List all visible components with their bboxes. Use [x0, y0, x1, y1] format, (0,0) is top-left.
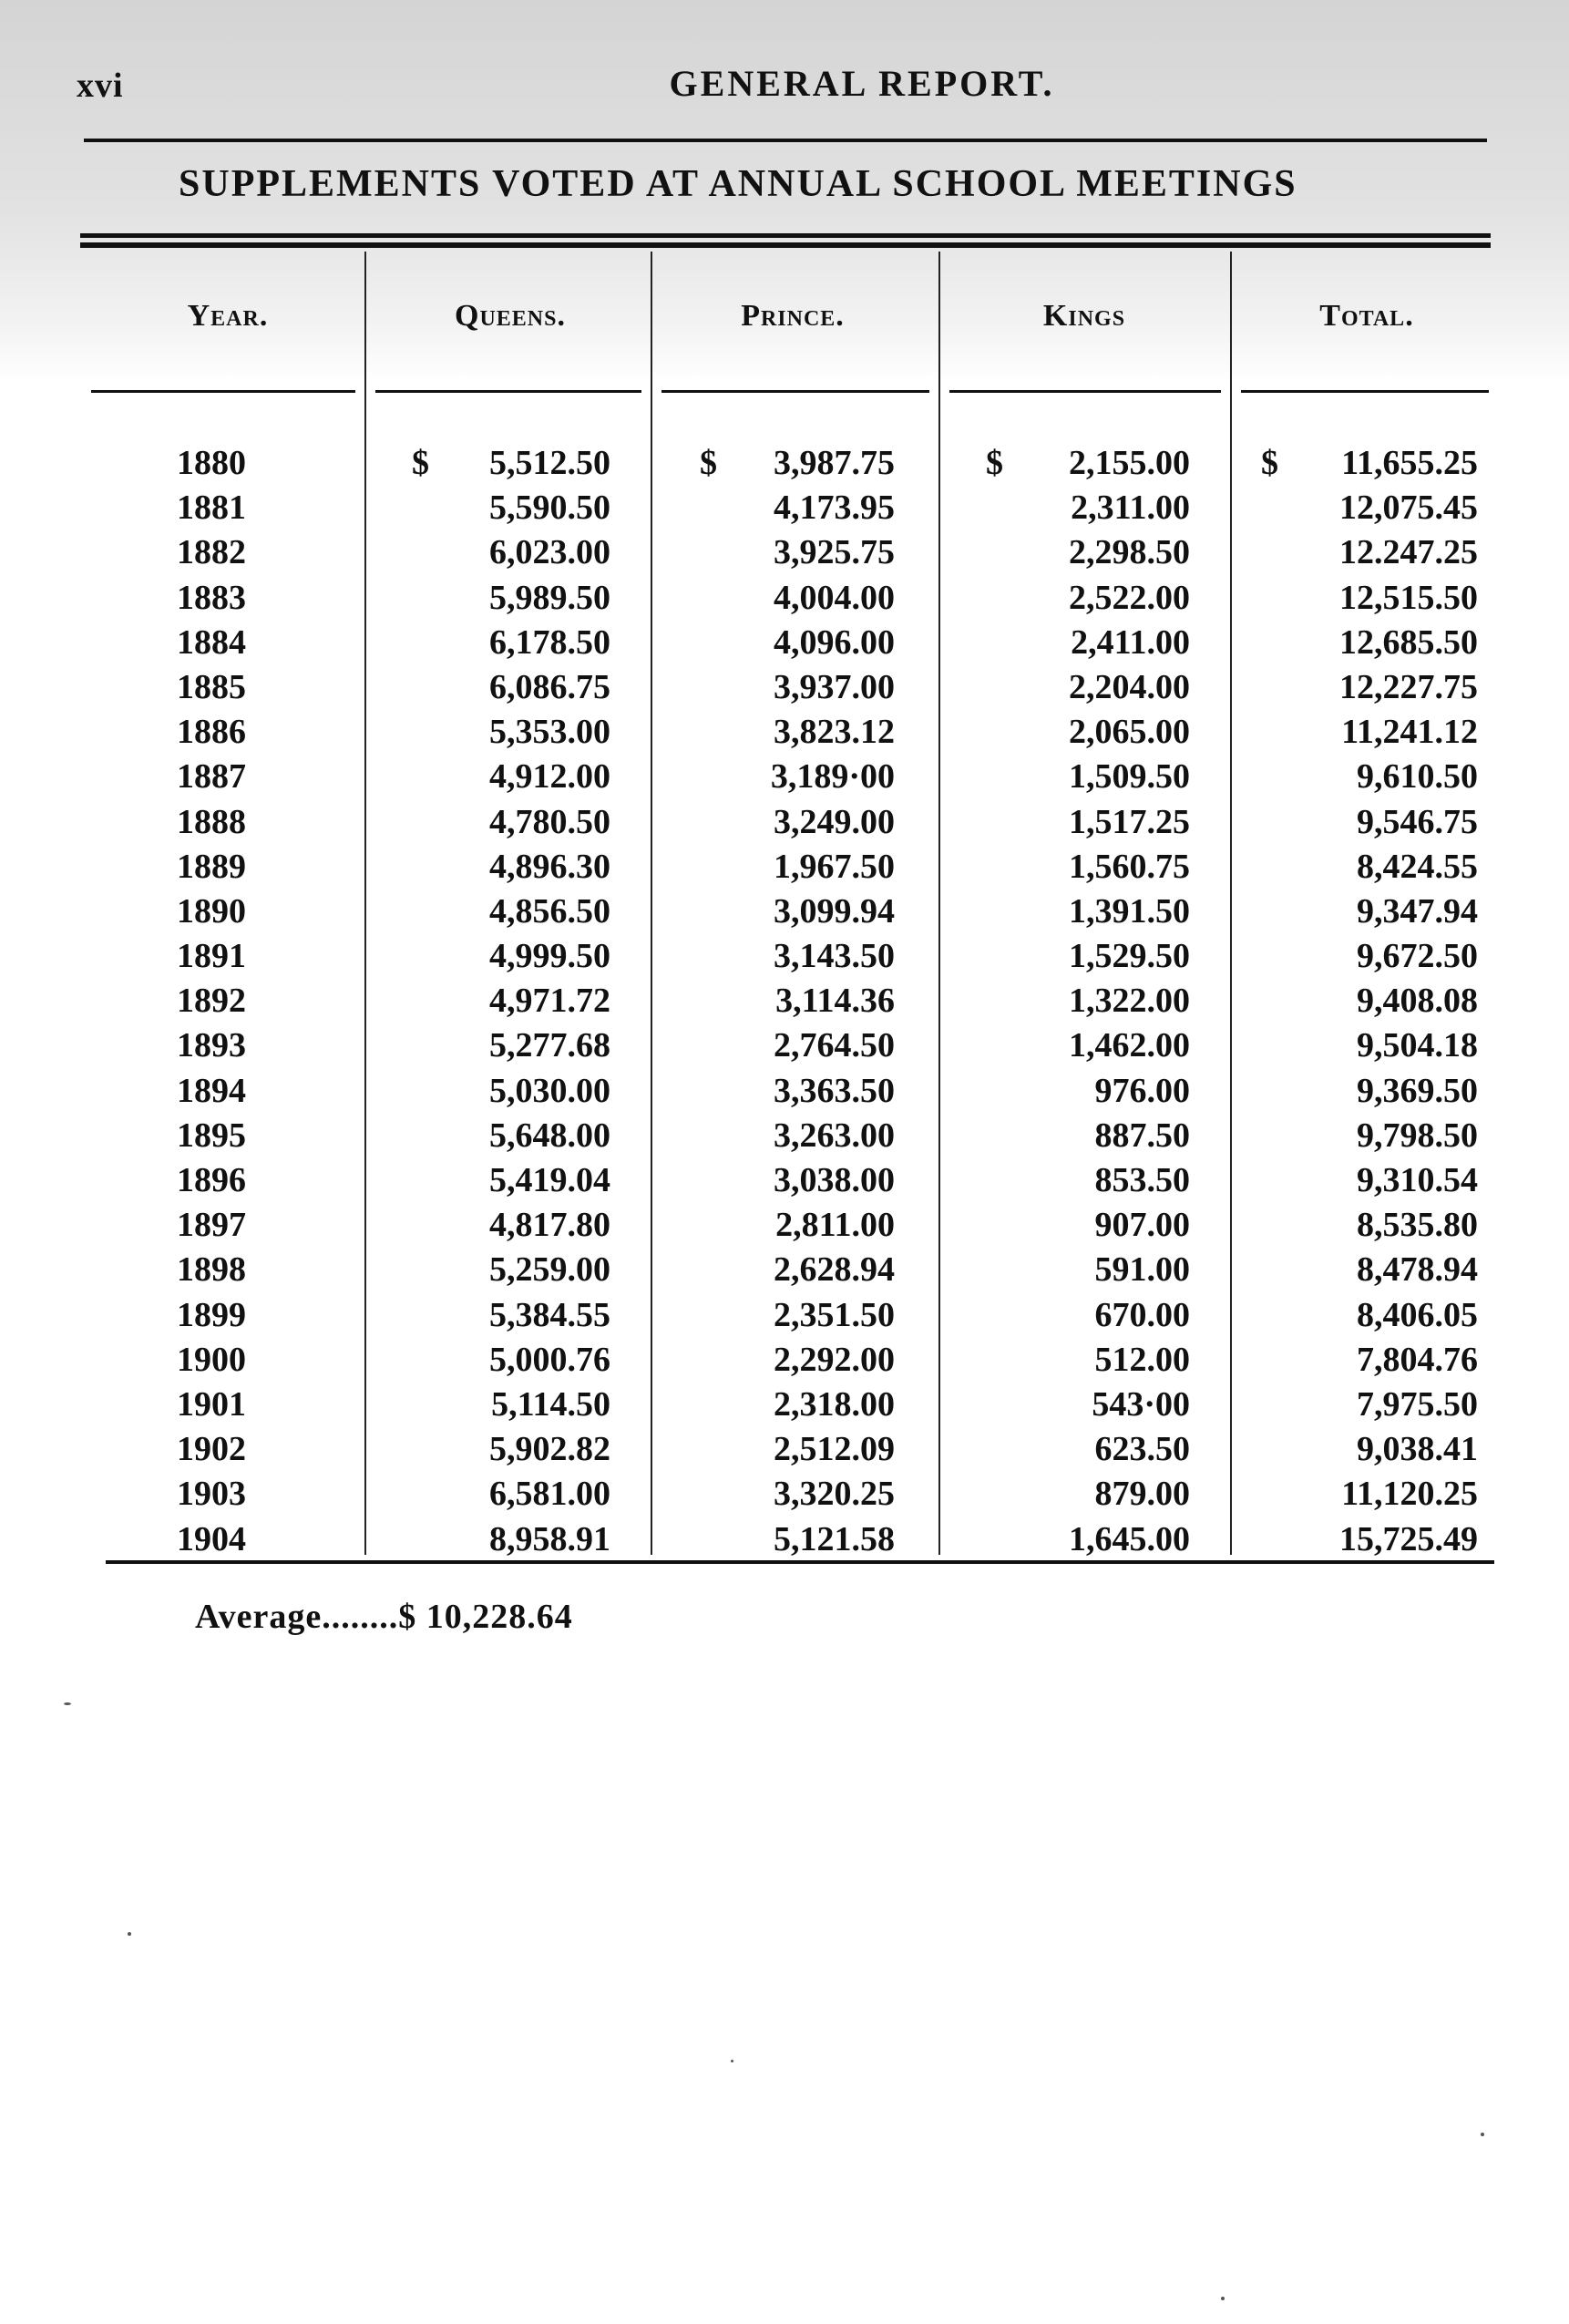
prince-cell: 2,351.50	[774, 1295, 895, 1334]
kings-cell: 623.50	[1094, 1430, 1190, 1469]
column-header-prince: Prince.	[741, 299, 845, 333]
queens-cell: 4,912.00	[489, 757, 610, 797]
dollar-sign-prince: $	[700, 444, 717, 482]
year-cell: 1885	[177, 667, 246, 706]
total-cell: 9,610.50	[1357, 757, 1478, 797]
header-underline-kings	[949, 390, 1221, 393]
prince-cell: 2,764.50	[774, 1026, 895, 1065]
table-row	[0, 578, 1569, 622]
kings-cell: 1,391.50	[1069, 891, 1190, 931]
table-row	[0, 443, 1569, 488]
queens-cell: 5,590.50	[489, 488, 610, 528]
header-underline-prince	[661, 390, 929, 393]
year-cell: 1899	[177, 1295, 246, 1334]
prince-cell: 2,292.00	[774, 1340, 895, 1379]
table-row	[0, 981, 1569, 1025]
kings-cell: 1,517.25	[1069, 802, 1190, 841]
queens-cell: 5,277.68	[489, 1026, 610, 1065]
year-cell: 1888	[177, 802, 246, 841]
kings-cell: 1,560.75	[1069, 847, 1190, 886]
table-row	[0, 891, 1569, 936]
queens-cell: 4,856.50	[489, 891, 610, 931]
table-row	[0, 712, 1569, 756]
total-cell: 7,804.76	[1357, 1340, 1478, 1379]
table-row	[0, 936, 1569, 981]
table-row	[0, 847, 1569, 891]
table-row	[0, 1340, 1569, 1384]
queens-cell: 5,419.04	[489, 1161, 610, 1199]
queens-cell: 4,817.80	[489, 1206, 610, 1245]
running-head: GENERAL REPORT.	[669, 63, 1055, 104]
prince-cell: 2,628.94	[774, 1250, 895, 1290]
kings-cell: 670.00	[1094, 1295, 1190, 1334]
kings-cell: 2,204.00	[1069, 667, 1190, 706]
total-cell: 8,478.94	[1357, 1250, 1478, 1290]
year-cell: 1904	[177, 1519, 246, 1558]
title-double-rule-bottom	[80, 242, 1491, 248]
prince-cell: 3,249.00	[774, 802, 895, 841]
year-cell: 1882	[177, 533, 246, 572]
prince-cell: 3,114.36	[775, 982, 895, 1021]
kings-cell: 907.00	[1094, 1206, 1190, 1245]
table-row	[0, 1205, 1569, 1249]
total-cell: 11,120.25	[1341, 1475, 1478, 1514]
year-cell: 1884	[177, 622, 246, 662]
table-row	[0, 1474, 1569, 1518]
year-cell: 1897	[177, 1206, 246, 1245]
total-cell: 15,725.49	[1339, 1519, 1478, 1558]
scan-speck	[128, 1932, 131, 1936]
prince-cell: 3,937.00	[774, 667, 895, 706]
table-row	[0, 1295, 1569, 1340]
total-cell: 9,546.75	[1357, 802, 1478, 841]
kings-cell: 591.00	[1094, 1250, 1190, 1290]
prince-cell: 3,143.50	[774, 937, 895, 976]
prince-cell: 3,189·00	[770, 757, 895, 797]
queens-cell: 4,971.72	[489, 982, 610, 1021]
queens-cell: 5,353.00	[489, 713, 610, 752]
year-cell: 1896	[177, 1161, 246, 1199]
queens-cell: 5,000.76	[489, 1340, 610, 1379]
queens-cell: 8,958.91	[489, 1519, 610, 1558]
table-title: SUPPLEMENTS VOTED AT ANNUAL SCHOOL MEETINGS	[179, 163, 1297, 205]
scan-speck	[64, 1702, 71, 1705]
year-cell: 1892	[177, 982, 246, 1021]
kings-cell: 1,529.50	[1069, 937, 1190, 976]
prince-cell: 2,318.00	[774, 1384, 895, 1424]
queens-cell: 4,780.50	[489, 802, 610, 841]
scan-speck	[1221, 2297, 1225, 2300]
queens-cell: 5,030.00	[489, 1071, 610, 1110]
queens-cell: 5,384.55	[489, 1295, 610, 1334]
prince-cell: 3,038.00	[774, 1161, 895, 1199]
column-header-queens: Queens.	[455, 299, 566, 333]
kings-cell: 1,322.00	[1069, 982, 1190, 1021]
scan-speck	[1481, 2133, 1484, 2136]
year-cell: 1894	[177, 1071, 246, 1110]
queens-cell: 6,178.50	[489, 622, 610, 662]
header-rule	[84, 139, 1487, 142]
total-cell: 9,798.50	[1357, 1116, 1478, 1155]
total-cell: 9,369.50	[1357, 1071, 1478, 1110]
queens-cell: 5,114.50	[491, 1384, 610, 1424]
kings-cell: 853.50	[1094, 1161, 1190, 1199]
kings-cell: 879.00	[1094, 1475, 1190, 1514]
table-row	[0, 667, 1569, 712]
kings-cell: 2,155.00	[1069, 444, 1190, 482]
prince-cell: 4,173.95	[774, 488, 895, 528]
year-cell: 1881	[177, 488, 246, 528]
column-header-total: Total.	[1319, 299, 1414, 333]
prince-cell: 3,099.94	[774, 891, 895, 931]
year-cell: 1893	[177, 1026, 246, 1065]
total-cell: 8,424.55	[1357, 847, 1478, 886]
header-underline-year	[91, 390, 355, 393]
total-cell: 12,075.45	[1339, 488, 1478, 528]
year-cell: 1900	[177, 1340, 246, 1379]
total-cell: 11,655.25	[1341, 444, 1478, 482]
column-header-kings: Kings	[1042, 299, 1126, 333]
dollar-sign-kings: $	[986, 444, 1003, 482]
table-row	[0, 1160, 1569, 1205]
kings-cell: 976.00	[1094, 1071, 1190, 1110]
queens-cell: 5,648.00	[489, 1116, 610, 1155]
year-cell: 1886	[177, 713, 246, 752]
kings-cell: 1,509.50	[1069, 757, 1190, 797]
queens-cell: 5,989.50	[489, 578, 610, 617]
prince-cell: 2,811.00	[775, 1206, 895, 1245]
table-row	[0, 622, 1569, 667]
total-cell: 12,227.75	[1339, 667, 1478, 706]
total-cell: 9,038.41	[1357, 1430, 1478, 1469]
total-cell: 8,406.05	[1357, 1295, 1478, 1334]
queens-cell: 5,512.50	[489, 444, 610, 482]
kings-cell: 2,311.00	[1071, 488, 1190, 528]
total-cell: 9,310.54	[1357, 1161, 1478, 1199]
table-row	[0, 1071, 1569, 1116]
kings-cell: 2,522.00	[1069, 578, 1190, 617]
prince-cell: 5,121.58	[774, 1519, 895, 1558]
table-row	[0, 532, 1569, 577]
table-row	[0, 1025, 1569, 1070]
year-cell: 1902	[177, 1430, 246, 1469]
table-row	[0, 1249, 1569, 1294]
queens-cell: 6,581.00	[489, 1475, 610, 1514]
total-cell: 8,535.80	[1357, 1206, 1478, 1245]
total-cell: 9,408.08	[1357, 982, 1478, 1021]
year-cell: 1883	[177, 578, 246, 617]
queens-cell: 4,896.30	[489, 847, 610, 886]
prince-cell: 3,987.75	[774, 444, 895, 482]
table-bottom-rule	[106, 1560, 1494, 1564]
page-number: xvi	[77, 67, 124, 105]
dollar-sign-total: $	[1261, 444, 1278, 482]
prince-cell: 3,823.12	[774, 713, 895, 752]
scan-speck	[731, 2060, 733, 2062]
year-cell: 1887	[177, 757, 246, 797]
kings-cell: 2,065.00	[1069, 713, 1190, 752]
total-cell: 9,504.18	[1357, 1026, 1478, 1065]
total-cell: 9,347.94	[1357, 891, 1478, 931]
year-cell: 1891	[177, 937, 246, 976]
dollar-sign-queens: $	[412, 444, 429, 482]
year-cell: 1880	[177, 444, 246, 482]
total-cell: 12,685.50	[1339, 622, 1478, 662]
title-double-rule-top	[80, 233, 1491, 238]
table-row	[0, 756, 1569, 801]
total-cell: 11,241.12	[1341, 713, 1478, 752]
total-cell: 12.247.25	[1339, 533, 1478, 572]
queens-cell: 4,999.50	[489, 937, 610, 976]
table-row	[0, 1429, 1569, 1474]
table-row	[0, 1519, 1569, 1564]
column-header-year: Year.	[187, 299, 269, 333]
total-cell: 7,975.50	[1357, 1384, 1478, 1424]
prince-cell: 1,967.50	[774, 847, 895, 886]
queens-cell: 6,086.75	[489, 667, 610, 706]
kings-cell: 887.50	[1094, 1116, 1190, 1155]
kings-cell: 512.00	[1094, 1340, 1190, 1379]
kings-cell: 2,411.00	[1071, 622, 1190, 662]
prince-cell: 4,096.00	[774, 622, 895, 662]
kings-cell: 1,462.00	[1069, 1026, 1190, 1065]
prince-cell: 3,320.25	[774, 1475, 895, 1514]
prince-cell: 2,512.09	[774, 1430, 895, 1469]
prince-cell: 3,363.50	[774, 1071, 895, 1110]
year-cell: 1889	[177, 847, 246, 886]
kings-cell: 2,298.50	[1069, 533, 1190, 572]
year-cell: 1890	[177, 891, 246, 931]
prince-cell: 3,925.75	[774, 533, 895, 572]
total-cell: 12,515.50	[1339, 578, 1478, 617]
table-body	[0, 443, 1569, 1564]
year-cell: 1903	[177, 1475, 246, 1514]
year-cell: 1898	[177, 1250, 246, 1290]
prince-cell: 4,004.00	[774, 578, 895, 617]
queens-cell: 6,023.00	[489, 533, 610, 572]
average-line: Average........$ 10,228.64	[195, 1598, 573, 1636]
queens-cell: 5,902.82	[489, 1430, 610, 1469]
year-cell: 1895	[177, 1116, 246, 1155]
total-cell: 9,672.50	[1357, 937, 1478, 976]
table-row	[0, 1116, 1569, 1160]
prince-cell: 3,263.00	[774, 1116, 895, 1155]
kings-cell: 543·00	[1092, 1384, 1190, 1424]
queens-cell: 5,259.00	[489, 1250, 610, 1290]
header-underline-queens	[375, 390, 641, 393]
year-cell: 1901	[177, 1384, 246, 1424]
kings-cell: 1,645.00	[1069, 1519, 1190, 1558]
header-underline-total	[1241, 390, 1489, 393]
table-row	[0, 802, 1569, 847]
table-row	[0, 488, 1569, 532]
table-row	[0, 1384, 1569, 1429]
